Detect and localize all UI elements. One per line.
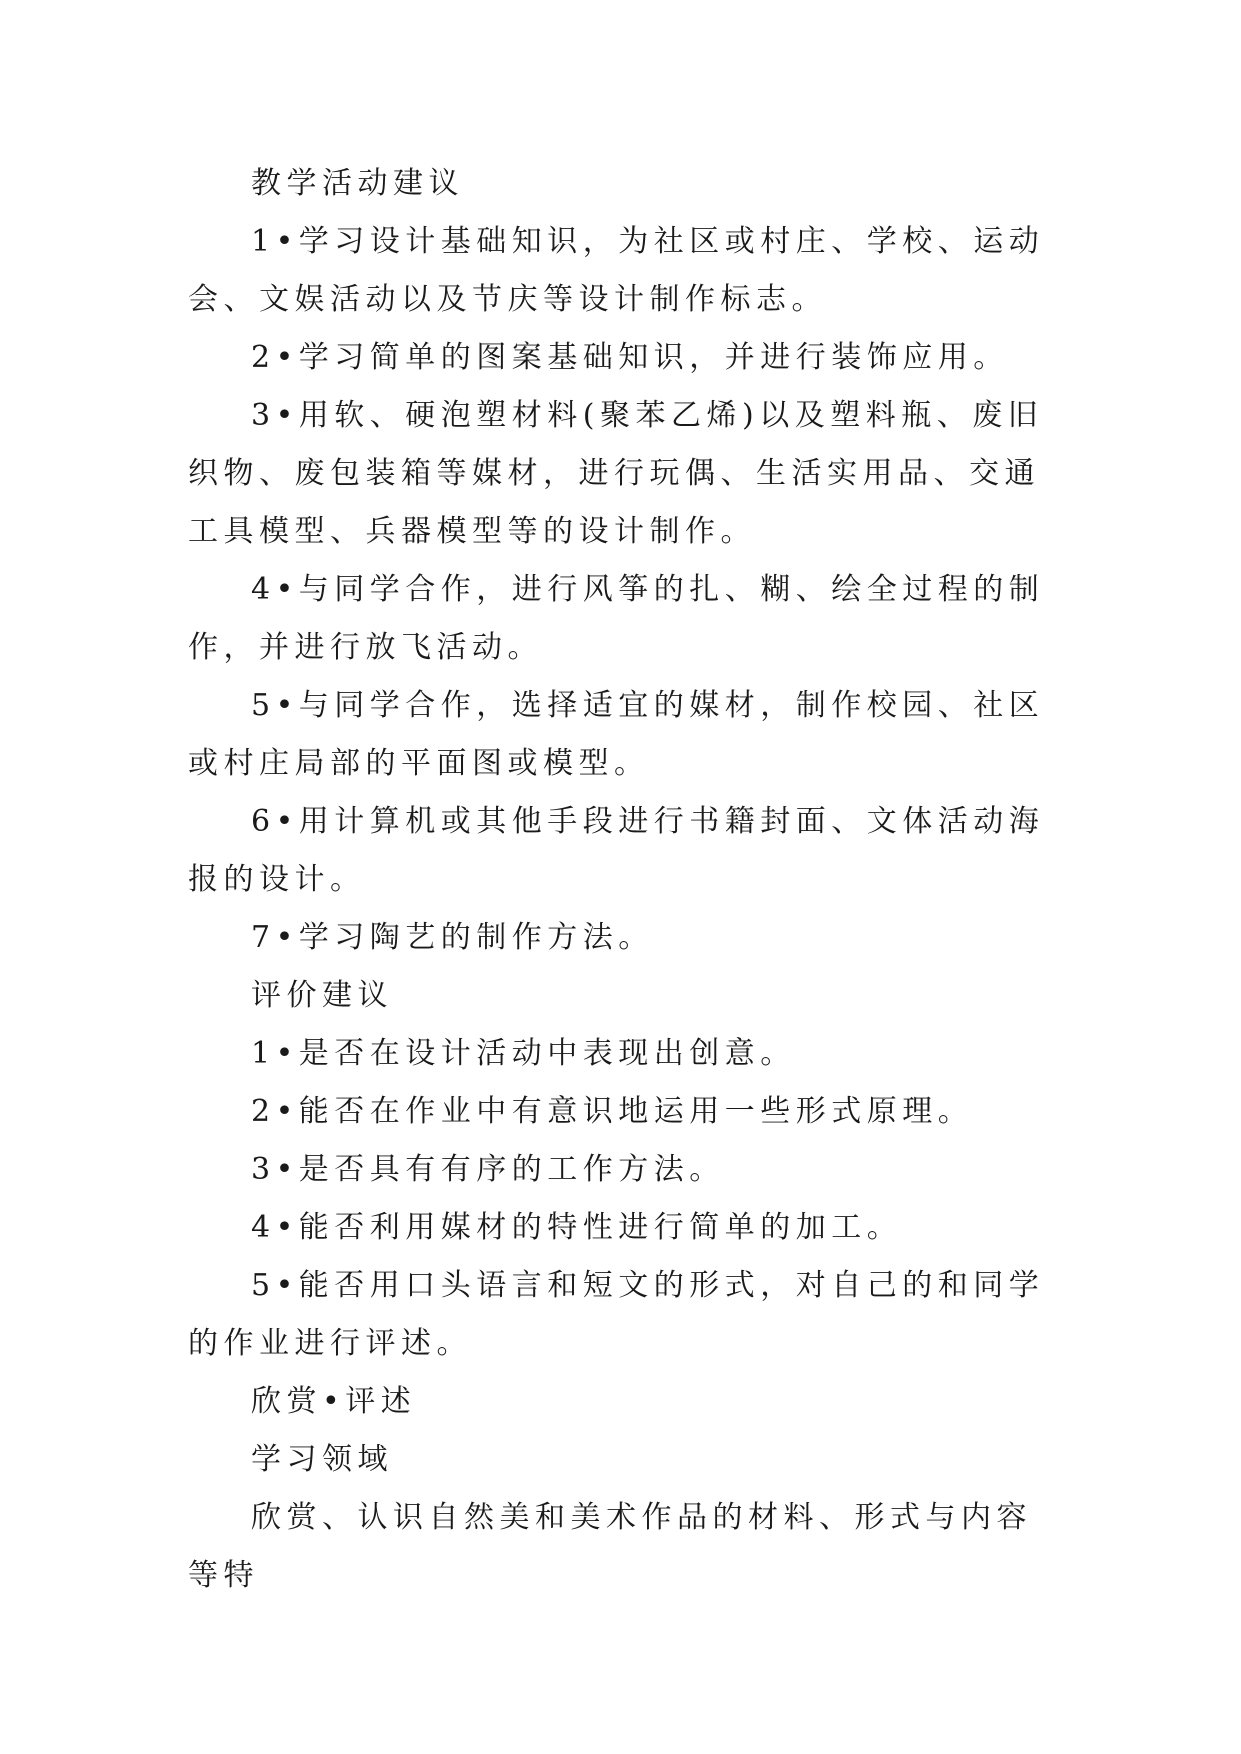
domain-heading: 学习领域 [251, 1442, 393, 1477]
teaching-item-4: 4•与同学合作，进行风筝的扎、糊、绘全过程的制作，并进行放飞活动。 [188, 572, 1045, 665]
evaluation-item-2: 2•能否在作业中有意识地运用一些形式原理。 [251, 1094, 974, 1129]
teaching-item-3: 3•用软、硬泡塑材料(聚苯乙烯)以及塑料瓶、废旧织物、废包装箱等媒材，进行玩偶、生活实用品、交通工具模型、兵器模型等的设计制作。 [188, 398, 1044, 549]
teaching-item-1: 1•学习设计基础知识，为社区或村庄、学校、运动会、文娱活动以及节庆等设计制作标志。 [188, 224, 1045, 317]
evaluation-item-1: 1•是否在设计活动中表现出创意。 [251, 1036, 796, 1071]
section-heading: 欣赏•评述 [251, 1384, 417, 1419]
teaching-item-6: 6•用计算机或其他手段进行书籍封面、文体活动海报的设计。 [188, 804, 1045, 897]
document-body [188, 155, 1060, 1605]
evaluation-item-4: 4•能否利用媒材的特性进行简单的加工。 [251, 1210, 903, 1245]
evaluation-item-3: 3•是否具有有序的工作方法。 [251, 1152, 725, 1187]
evaluation-item-5: 5•能否用口头语言和短文的形式，对自己的和同学的作业进行评述。 [188, 1268, 1045, 1361]
teaching-item-2: 2•学习简单的图案基础知识，并进行装饰应用。 [251, 340, 1009, 375]
teaching-item-7: 7•学习陶艺的制作方法。 [251, 920, 654, 955]
teaching-item-5: 5•与同学合作，选择适宜的媒材，制作校园、社区或村庄局部的平面图或模型。 [188, 688, 1045, 781]
domain-text: 欣赏、认识自然美和美术作品的材料、形式与内容等特 [188, 1500, 1032, 1593]
teaching-heading: 教学活动建议 [251, 166, 464, 201]
evaluation-heading: 评价建议 [251, 978, 393, 1013]
